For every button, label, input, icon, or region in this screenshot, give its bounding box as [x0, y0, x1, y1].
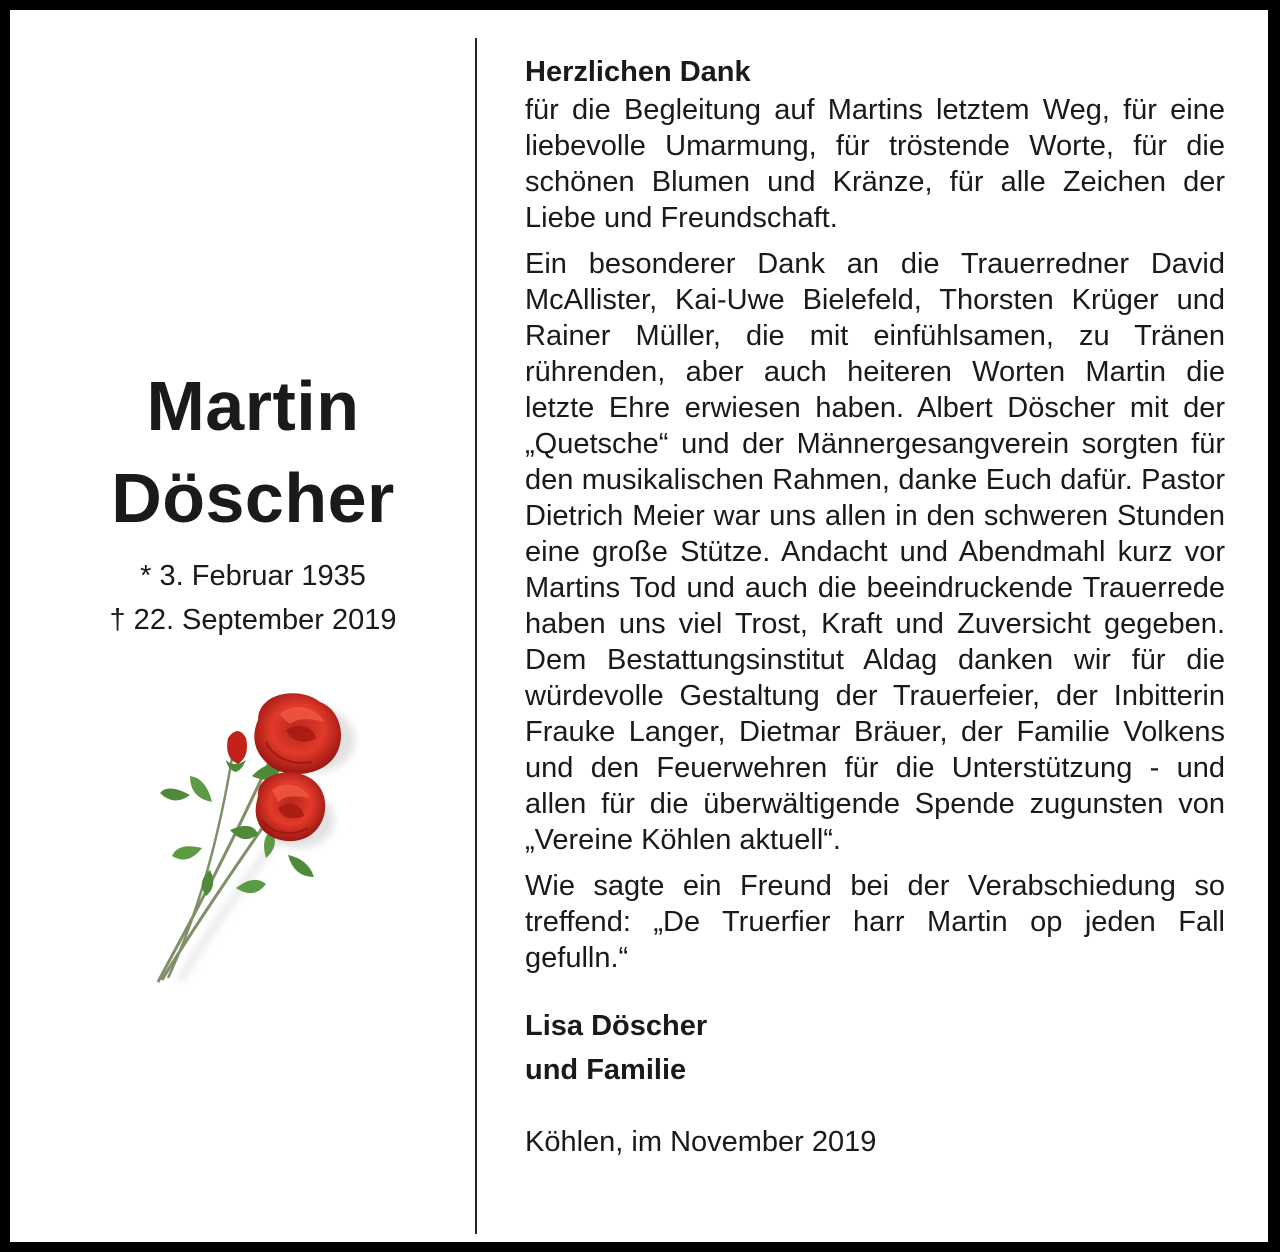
deceased-first-name: Martin [146, 367, 360, 445]
message-paragraph: Wie sagte ein Freund bei der Verabschiedung so treffend: „De Truerfier harr Martin op jeden Fall gefulln.“ [525, 870, 1225, 974]
left-column [20, 20, 476, 1250]
birth-date: * 3. Februar 1935 [140, 560, 366, 592]
place-and-date: Köhlen, im November 2019 [525, 1126, 877, 1158]
message-paragraph: für die Begleitung auf Martins letztem Weg, für eine liebevolle Umarmung, für tröstende Worte, für die schönen Blumen und Kränze, für alle Zeichen der Liebe und Freundschaft. [525, 94, 1225, 234]
column-divider [475, 38, 477, 1234]
message-heading: Herzlichen Dank [525, 56, 751, 88]
deceased-last-name: Döscher [111, 459, 395, 537]
message-paragraph: Ein besonderer Dank an die Trauerredner David McAllister, Kai-Uwe Bielefeld, Thorsten Krüger und Rainer Müller, die mit einfühlsamen, zu Tränen rührenden, aber auch heiteren Worten Martin die letzte Ehre erwiesen haben. Albert Döscher mit der „Quetsche“ und der Männergesangverein sorgten für den musikalischen Rahmen, danke Euch dafür. Pastor Dietrich Meier war uns allen in den schweren Stunden eine große Stütze. Andacht und Abendmahl kurz vor Martins Tod und auch die beeindruckende Trauerrede haben uns viel Trost, Kraft und Zuversicht gegeben. Dem Bestattungsinstitut Aldag danken wir für die würdevolle Gestaltung der Trauerfeier, der Inbitterin Frauke Langer, Dietmar Bräuer, der Familie Volkens und den Feuerwehren für die Unterstützung - und allen für die überwältigende Spende zugunsten von „Vereine Köhlen aktuell“. [525, 248, 1225, 856]
roses-icon [140, 680, 360, 990]
death-date: † 22. September 2019 [109, 604, 397, 636]
message-column [525, 50, 1225, 1160]
signature-family: und Familie [525, 1054, 687, 1086]
signature-name: Lisa Döscher [525, 1010, 708, 1042]
